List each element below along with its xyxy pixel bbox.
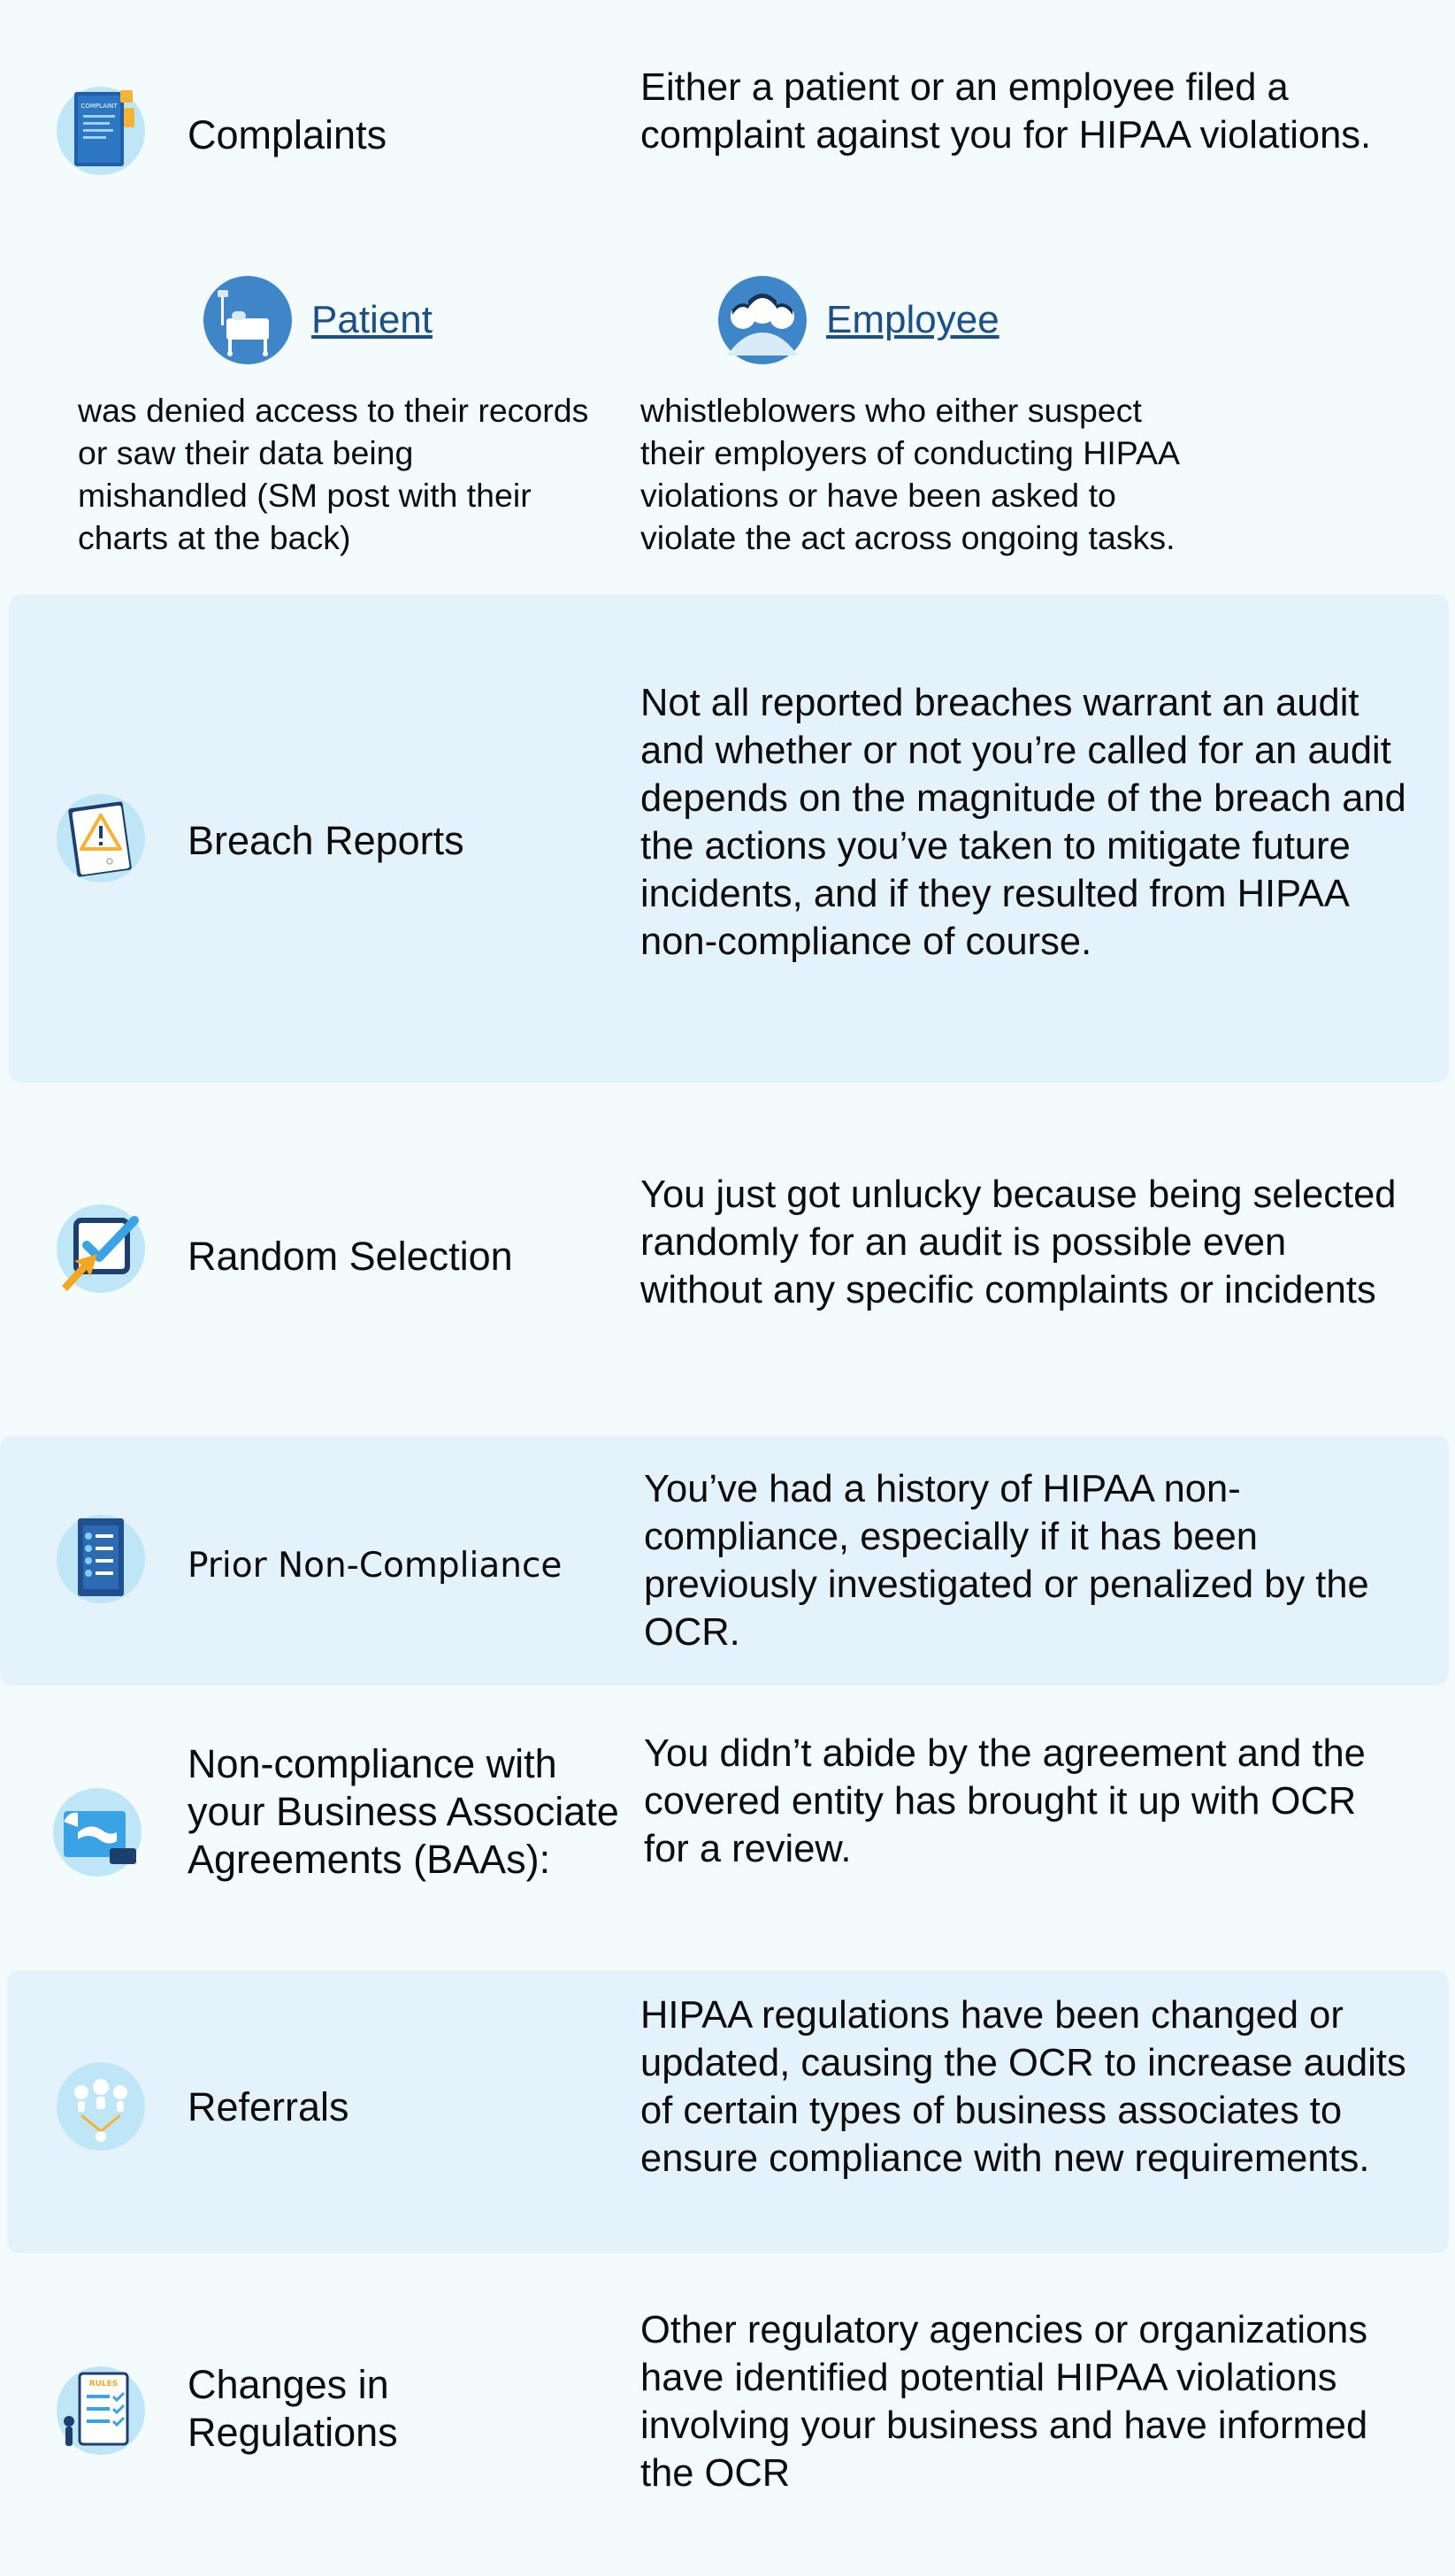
employees-group-icon bbox=[716, 274, 808, 366]
prior-non-compliance-label: Prior Non-Compliance bbox=[188, 1546, 563, 1586]
row-complaints bbox=[0, 0, 1455, 594]
row-random-selection bbox=[0, 1082, 1455, 1435]
changes-in-regulations-label: Changes in Regulations bbox=[188, 2362, 398, 2455]
employee-heading bbox=[716, 274, 999, 366]
complaints-description: Either a patient or an employee filed a complaint against you for HIPAA violations. bbox=[640, 66, 1372, 157]
patient-description: was denied access to their records or saw their data being mishandled (SM post with their charts at the back) bbox=[78, 392, 589, 556]
complaint-icon-text: COMPLAINT bbox=[80, 103, 118, 110]
complaints-label: Complaints bbox=[188, 112, 387, 157]
employee-description: whistleblowers who either suspect their employers of conducting HIPAA violations or have been asked to violate the act across ongoing tasks. bbox=[640, 392, 1178, 556]
baa-description: You didn’t abide by the agreement and the covered entity has brought it up with OCR for a review. bbox=[644, 1732, 1366, 1870]
referrals-label: Referrals bbox=[188, 2084, 349, 2129]
rules-clipboard-icon bbox=[55, 2365, 147, 2457]
patient-link[interactable]: Patient bbox=[311, 298, 433, 341]
row-breach-reports bbox=[0, 594, 1455, 1082]
random-selection-label: Random Selection bbox=[188, 1234, 513, 1279]
rules-icon-text: RULES bbox=[88, 2380, 119, 2389]
employee-link[interactable]: Employee bbox=[826, 298, 999, 341]
handshake-agreement-icon bbox=[51, 1786, 143, 1878]
referral-people-icon bbox=[55, 2060, 147, 2152]
patient-heading bbox=[202, 274, 433, 366]
row-prior-non-compliance bbox=[0, 1435, 1455, 1685]
changes-in-regulations-description: Other regulatory agencies or organizations have identified potential HIPAA violations involving your business and have informed the OCR bbox=[640, 2309, 1368, 2495]
breach-reports-description: Not all reported breaches warrant an audit and whether or not you’re called for an audit depends on the magnitude of the breach and the actions you’ve taken to mitigate future incidents, and if they resulted from HIPAA non-compliance of course. bbox=[640, 682, 1406, 963]
row-changes-in-regulations bbox=[0, 2253, 1455, 2576]
complaint-document-icon bbox=[55, 85, 147, 177]
row-baa-non-compliance bbox=[0, 1685, 1455, 1970]
row-referrals bbox=[0, 1970, 1455, 2253]
baa-label: Non-compliance with your Business Associate Agreements (BAAs): bbox=[188, 1741, 619, 1882]
random-selection-description: You just got unlucky because being selected randomly for an audit is possible even without any specific complaints or incidents bbox=[640, 1173, 1397, 1311]
checklist-icon bbox=[55, 1513, 147, 1605]
warning-report-icon bbox=[55, 792, 147, 884]
hospital-bed-icon bbox=[202, 274, 294, 366]
prior-non-compliance-description: You’ve had a history of HIPAA non-compliance, especially if it has been previously investigated or penalized by the OCR. bbox=[644, 1468, 1369, 1654]
breach-reports-label: Breach Reports bbox=[188, 818, 464, 863]
checkbox-cursor-icon bbox=[55, 1203, 147, 1295]
referrals-description: HIPAA regulations have been changed or updated, causing the OCR to increase audits of certain types of business associates to ensure compliance with new requirements. bbox=[640, 1994, 1406, 2180]
